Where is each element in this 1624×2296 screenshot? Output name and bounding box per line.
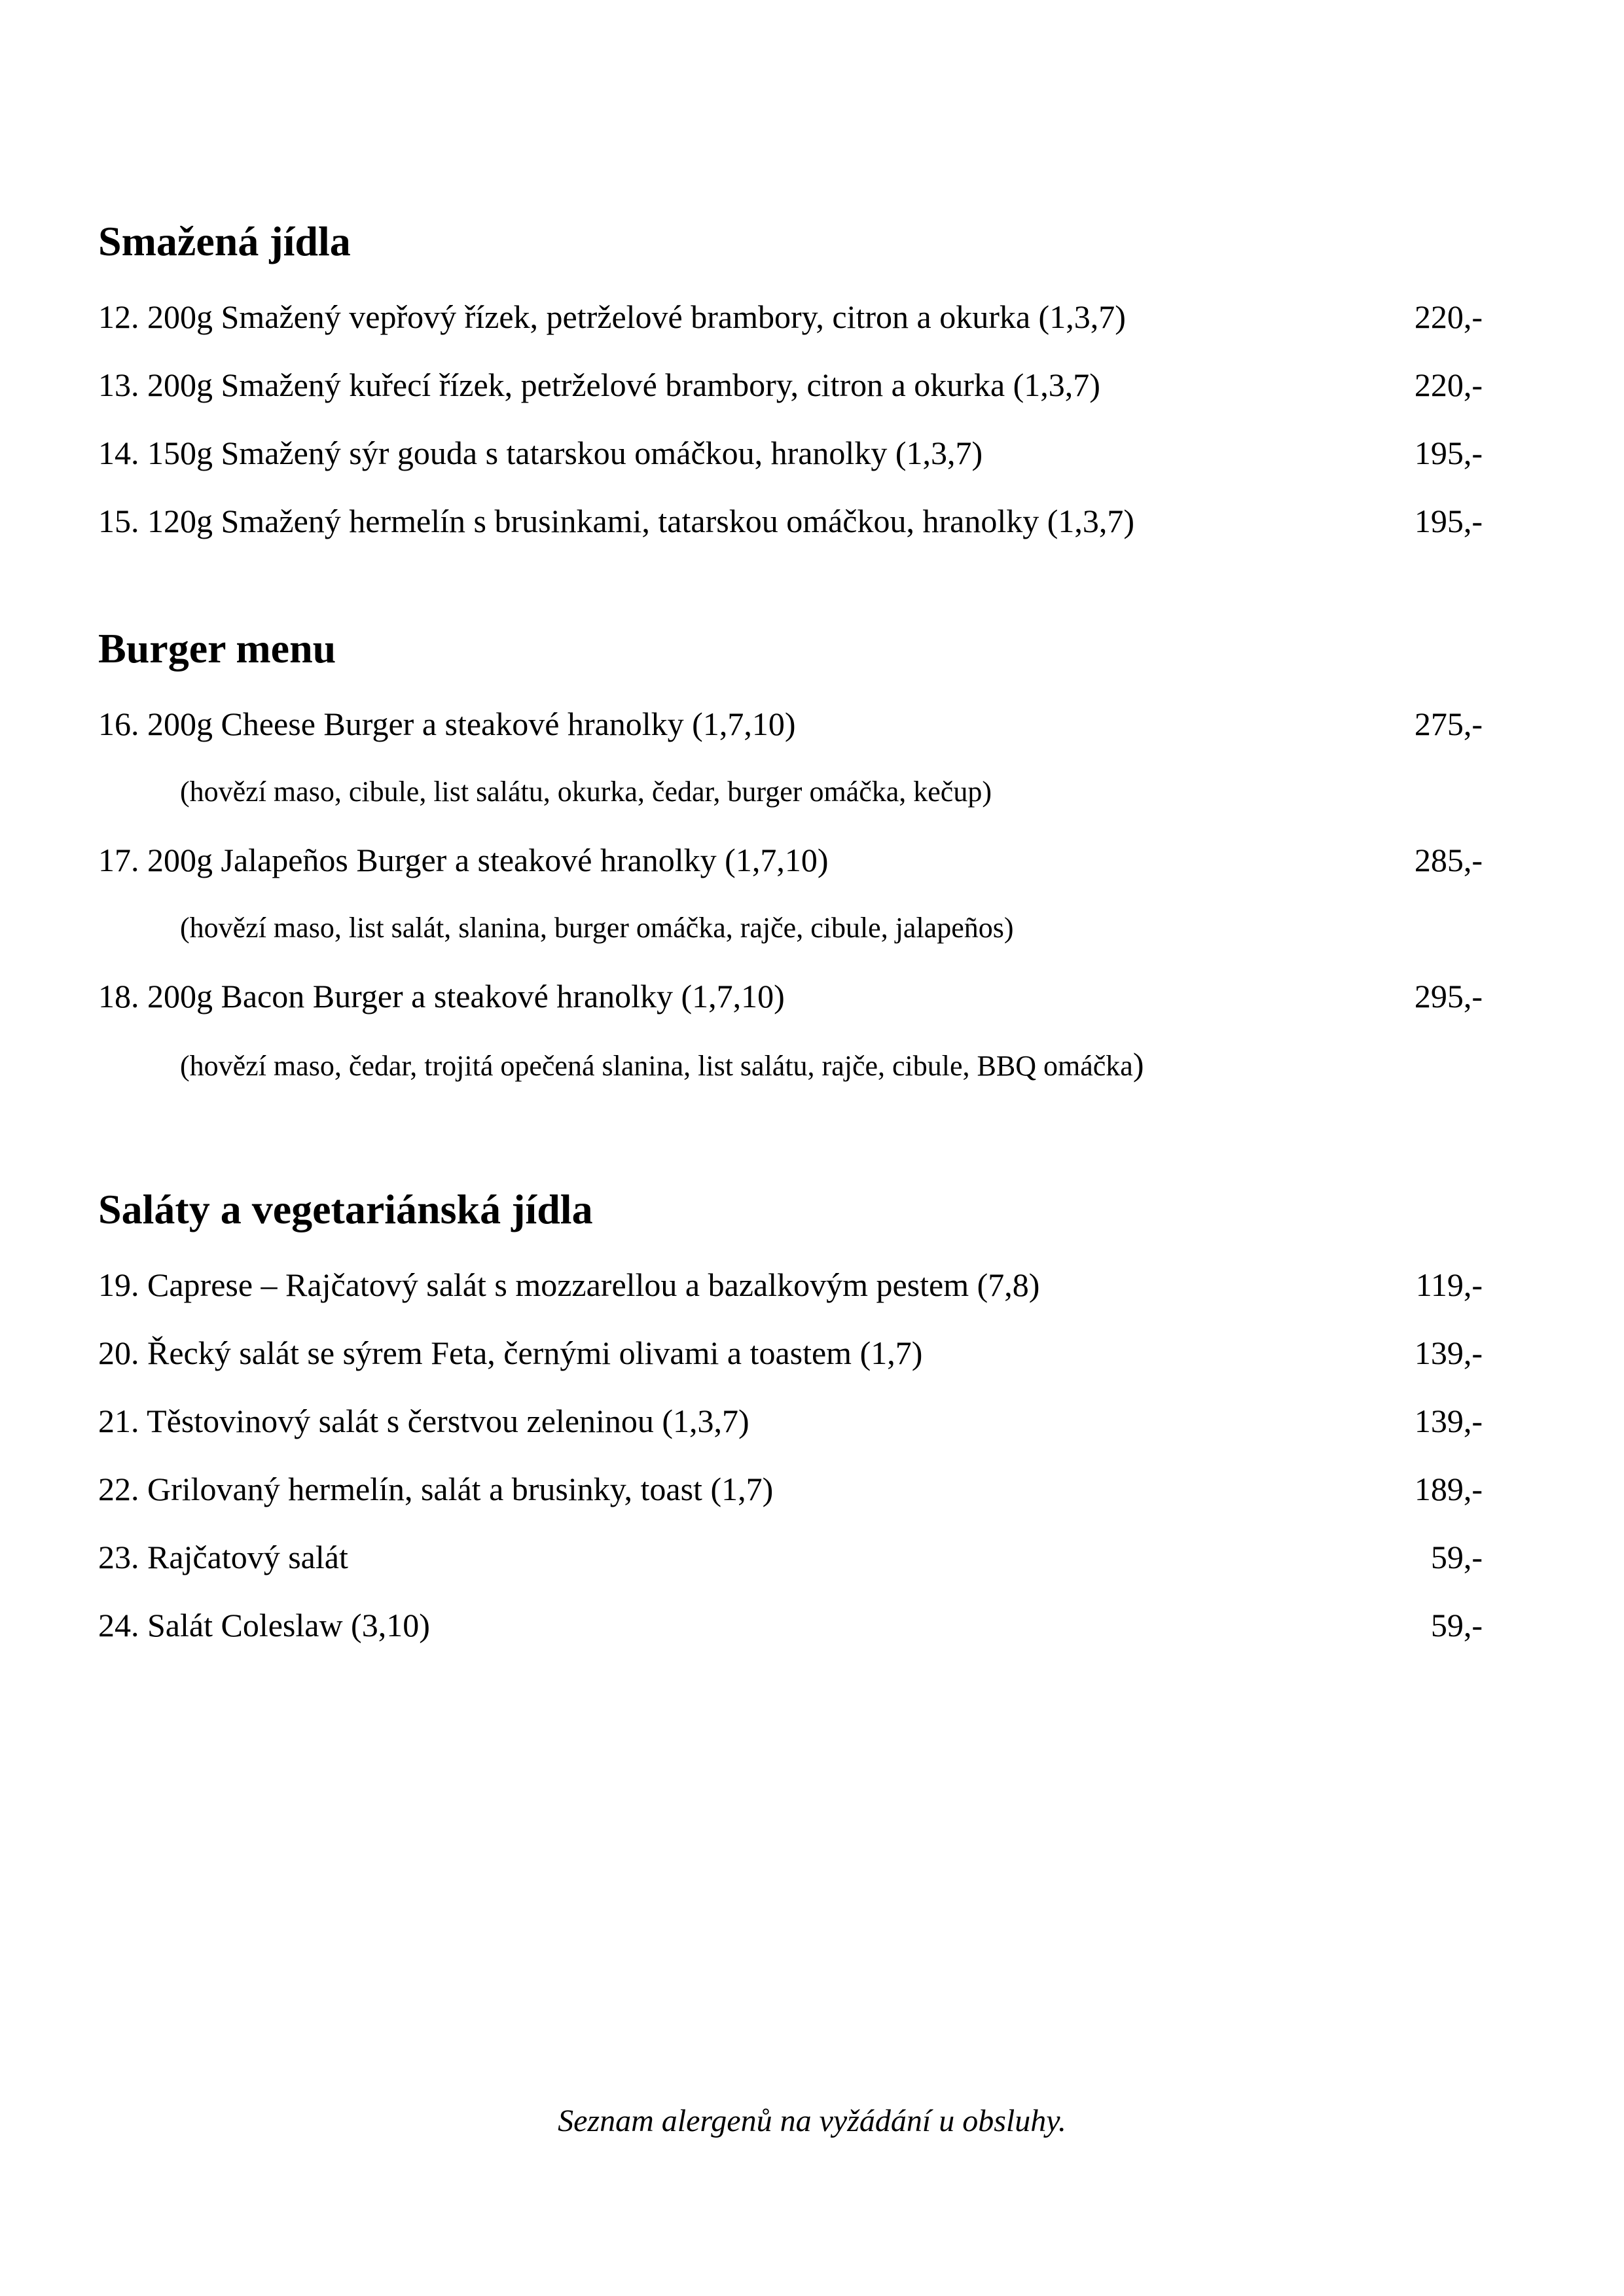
item-text: 14. 150g Smažený sýr gouda s tatarskou omáčkou, hranolky (1,3,7)	[98, 435, 983, 471]
item-text: 18. 200g Bacon Burger a steakové hranolky (1,7,10)	[98, 978, 785, 1014]
item-text: 12. 200g Smažený vepřový řízek, petrželové brambory, citron a okurka (1,3,7)	[98, 298, 1126, 335]
item-price: 59,-	[1430, 1607, 1483, 1643]
item-text: 21. Těstovinový salát s čerstvou zeleninou (1,3,7)	[98, 1403, 749, 1439]
menu-item-row	[98, 1609, 1483, 1641]
item-price: 139,-	[1414, 1403, 1483, 1439]
item-description-text: (hovězí maso, čedar, trojitá opečená slanina, list salátu, rajče, cibule, BBQ omáčka	[180, 1050, 1133, 1082]
item-description	[180, 776, 1483, 808]
menu-item-row	[98, 844, 1483, 876]
section-salads-vegetarian	[98, 1186, 1483, 1643]
item-price: 285,-	[1414, 842, 1483, 878]
item-description-closing-paren: )	[1132, 1046, 1144, 1083]
item-price: 220,-	[1414, 367, 1483, 403]
item-price: 275,-	[1414, 706, 1483, 742]
item-text: 20. Řecký salát se sýrem Feta, černými olivami a toastem (1,7)	[98, 1335, 923, 1371]
section-heading: Smažená jídla	[98, 218, 351, 264]
menu-item-row	[98, 708, 1483, 740]
item-description	[180, 912, 1483, 944]
item-price: 195,-	[1414, 503, 1483, 539]
menu-item-row	[98, 368, 1483, 401]
item-description-text: (hovězí maso, cibule, list salátu, okurka, čedar, burger omáčka, kečup)	[180, 776, 992, 808]
menu-item-row	[98, 1268, 1483, 1301]
item-text: 15. 120g Smažený hermelín s brusinkami, tatarskou omáčkou, hranolky (1,3,7)	[98, 503, 1135, 539]
section-fried-dishes	[98, 218, 1483, 539]
menu-item-row	[98, 505, 1483, 537]
item-text: 19. Caprese – Rajčatový salát s mozzarellou a bazalkovým pestem (7,8)	[98, 1266, 1040, 1303]
item-description-text: (hovězí maso, list salát, slanina, burger omáčka, rajče, cibule, jalapeños)	[180, 912, 1014, 944]
item-text: 24. Salát Coleslaw (3,10)	[98, 1607, 430, 1643]
item-price: 220,-	[1414, 298, 1483, 335]
item-text: 13. 200g Smažený kuřecí řízek, petrželové brambory, citron a okurka (1,3,7)	[98, 367, 1100, 403]
item-price: 195,-	[1414, 435, 1483, 471]
item-text: 17. 200g Jalapeños Burger a steakové hranolky (1,7,10)	[98, 842, 829, 878]
menu-item-row	[98, 1541, 1483, 1573]
item-text: 16. 200g Cheese Burger a steakové hranolky (1,7,10)	[98, 706, 796, 742]
menu-item-row	[98, 437, 1483, 469]
menu-item-row	[98, 1336, 1483, 1369]
item-price: 59,-	[1430, 1539, 1483, 1575]
item-price: 119,-	[1415, 1266, 1483, 1303]
item-price: 189,-	[1414, 1471, 1483, 1507]
item-text: 23. Rajčatový salát	[98, 1539, 348, 1575]
item-text: 22. Grilovaný hermelín, salát a brusinky, toast (1,7)	[98, 1471, 774, 1507]
footer-allergen-note: Seznam alergenů na vyžádání u obsluhy.	[558, 2104, 1066, 2138]
menu-item-row	[98, 1473, 1483, 1505]
section-burger-menu	[98, 625, 1483, 1083]
section-heading: Saláty a vegetariánská jídla	[98, 1186, 593, 1232]
menu-item-row	[98, 300, 1483, 333]
item-description	[180, 1048, 1483, 1083]
section-heading: Burger menu	[98, 625, 336, 672]
item-price: 139,-	[1414, 1335, 1483, 1371]
menu-item-row	[98, 980, 1483, 1013]
menu-item-row	[98, 1405, 1483, 1437]
item-price: 295,-	[1414, 978, 1483, 1014]
